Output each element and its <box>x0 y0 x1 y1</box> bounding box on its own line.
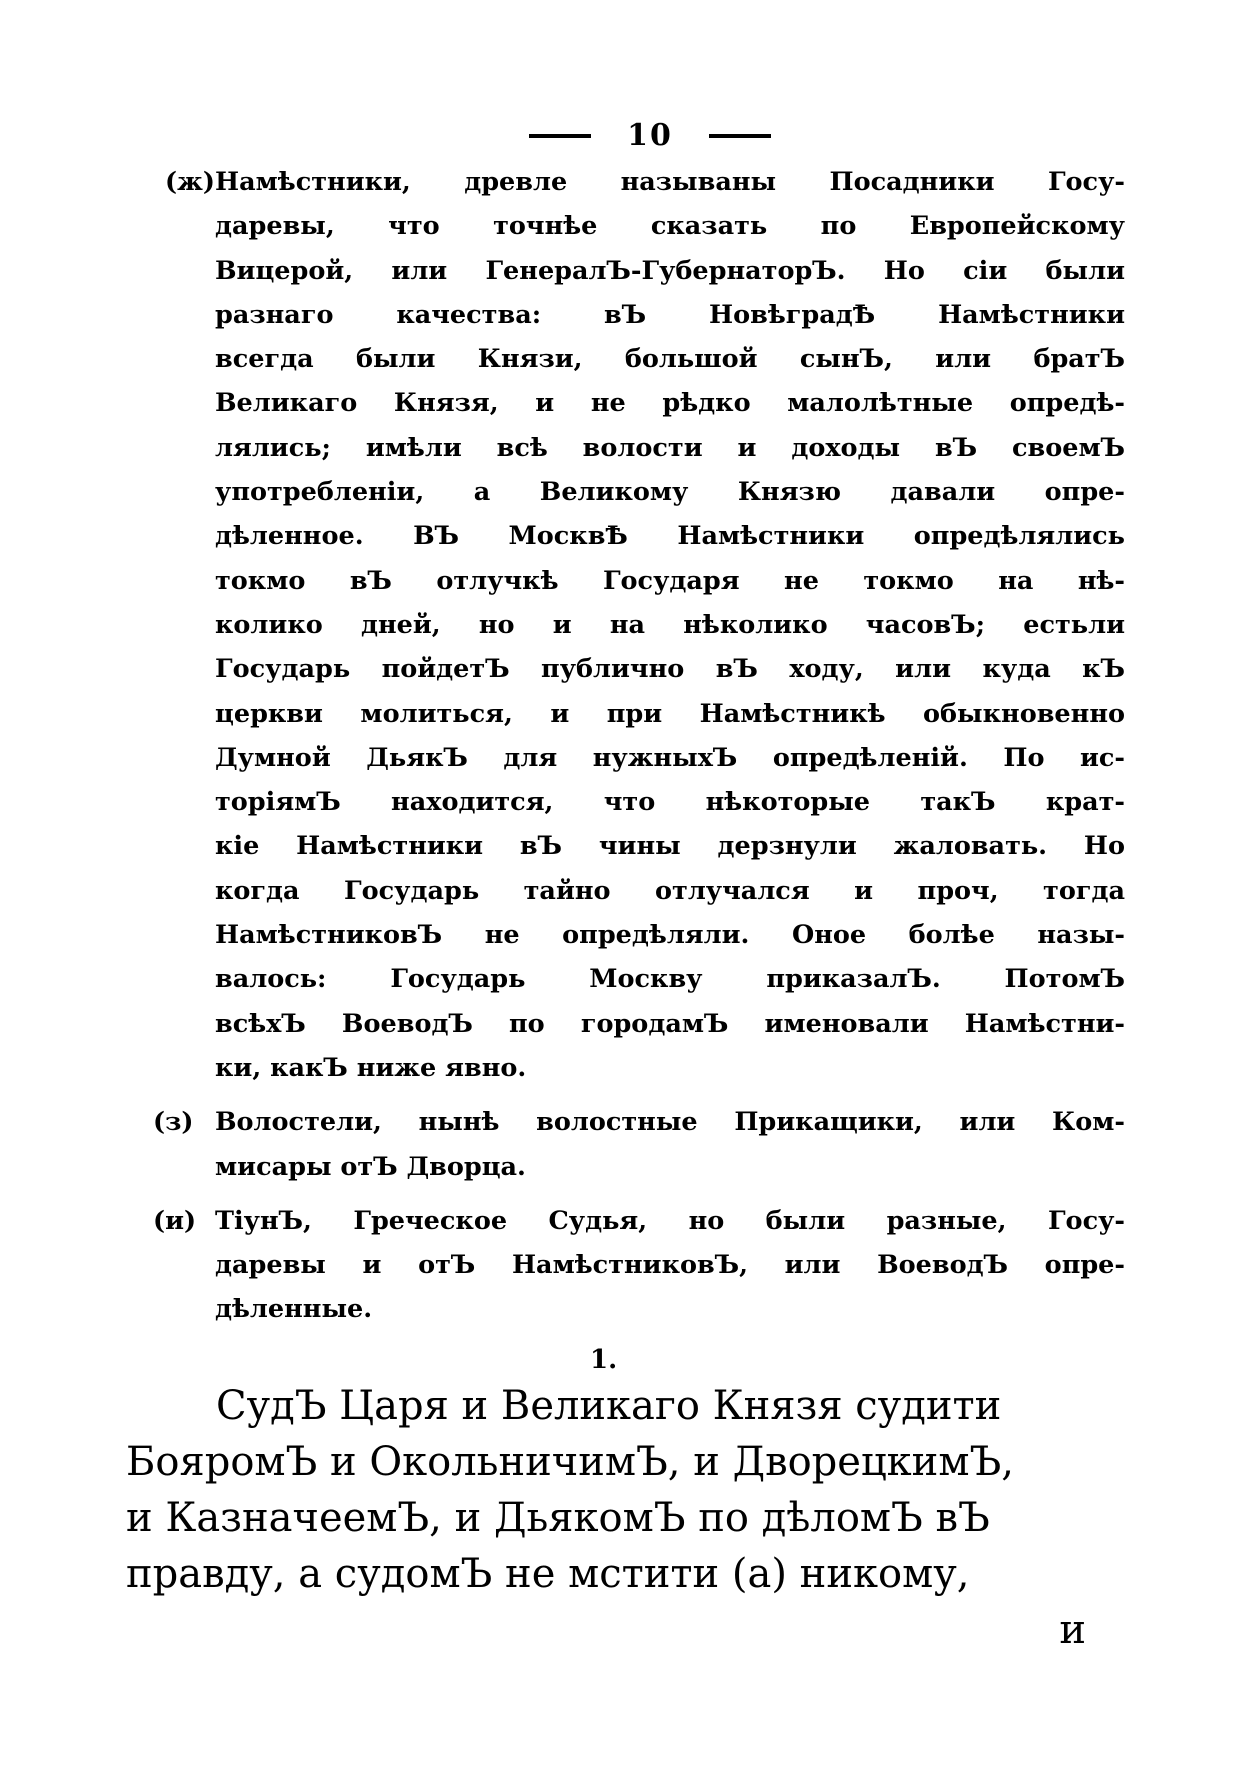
footnote-line: дѣленные. <box>215 1294 373 1325</box>
footnote-line: Великаго Князя, и не рѣдко малолѣтные опредѣ- <box>215 388 1125 419</box>
footnote-line: даревы и отЪ НамѣстниковЪ, или ВоеводЪ опре- <box>215 1250 1125 1281</box>
main-text-line: БояромЪ и ОкольничимЪ, и ДворецкимЪ, <box>126 1439 1014 1485</box>
main-text-line: СудЪ Царя и Великаго Князя судити <box>216 1383 1002 1429</box>
footnote-i <box>153 1199 1125 1332</box>
main-text-line: и КазначеемЪ, и ДьякомЪ по дѣломЪ вЪ <box>126 1495 990 1541</box>
footnote-marker-zh: (ж) <box>165 167 215 197</box>
section-number: 1. <box>590 1345 618 1375</box>
footnote-line: мисары отЪ Дворца. <box>215 1151 526 1182</box>
footnote-line: колико дней, но и на нѣколико часовЪ; естьли <box>215 609 1125 640</box>
footnote-line: лялись; имѣли всѣ волости и доходы вЪ своемЪ <box>215 432 1125 463</box>
footnote-line: Думной ДьякЪ для нужныхЪ опредѣленій. По ис- <box>215 742 1125 773</box>
footnote-line: разнаго качества: вЪ НовѣградѢ Намѣстники <box>215 299 1125 330</box>
footnote-marker-i: (и) <box>153 1205 197 1236</box>
footnote-line: НамѣстниковЪ не опредѣляли. Оное болѣе назы- <box>215 920 1125 951</box>
footnote-line: даревы, что точнѣе сказать по Европейскому <box>215 211 1125 242</box>
footnote-line: употребленіи, а Великому Князю давали опре- <box>215 477 1125 508</box>
footnote-line: Государь пойдетЪ публично вЪ ходу, или куда кЪ <box>215 654 1125 685</box>
footnote-line: дѣленное. ВЪ МосквѢ Намѣстники опредѣлялись <box>215 521 1125 552</box>
footnote-line: Намѣстники, древле называны Посадники Госу- <box>215 167 1125 197</box>
main-text <box>126 1378 1126 1658</box>
footnote-marker-z: (з) <box>153 1107 194 1138</box>
footnotes <box>153 160 1125 1332</box>
catchword: и <box>1059 1607 1086 1653</box>
footnote-line: торіямЪ находится, что нѣкоторые такЪ крат- <box>215 787 1125 818</box>
footnote-line: Вицерой, или ГенералЪ-ГубернаторЪ. Но сіи были <box>215 255 1125 286</box>
footnote-line: всегда были Князи, большой сынЪ, или братЪ <box>215 344 1125 375</box>
footnote-line: токмо вЪ отлучкѣ Государя не токмо на нѣ- <box>215 565 1125 596</box>
page-number-dash-left <box>529 134 591 138</box>
main-text-line: правду, а судомЪ не мстити (а) никому, <box>126 1551 970 1597</box>
footnote-line: когда Государь тайно отлучался и проч, тогда <box>215 875 1125 906</box>
footnote-line: Волостели, нынѣ волостные Прикащики, или Ком- <box>215 1107 1125 1138</box>
page-number-dash-right <box>709 134 771 138</box>
page-number-value: 10 <box>627 118 673 153</box>
footnote-zh <box>165 160 1125 1090</box>
footnote-line: всѣхЪ ВоеводЪ по городамЪ именовали Намѣстни- <box>215 1008 1125 1039</box>
footnote-line: валось: Государь Москву приказалЪ. ПотомЪ <box>215 964 1125 995</box>
footnote-line: кіе Намѣстники вЪ чины дерзнули жаловать. Но <box>215 831 1125 862</box>
footnote-z <box>153 1100 1125 1189</box>
footnote-line: ки, какЪ ниже явно. <box>215 1052 527 1083</box>
footnote-line: ТіунЪ, Греческое Судья, но были разные, Госу- <box>215 1205 1125 1236</box>
page-number <box>500 118 800 153</box>
footnote-line: церкви молиться, и при Намѣстникѣ обыкновенно <box>215 698 1125 729</box>
